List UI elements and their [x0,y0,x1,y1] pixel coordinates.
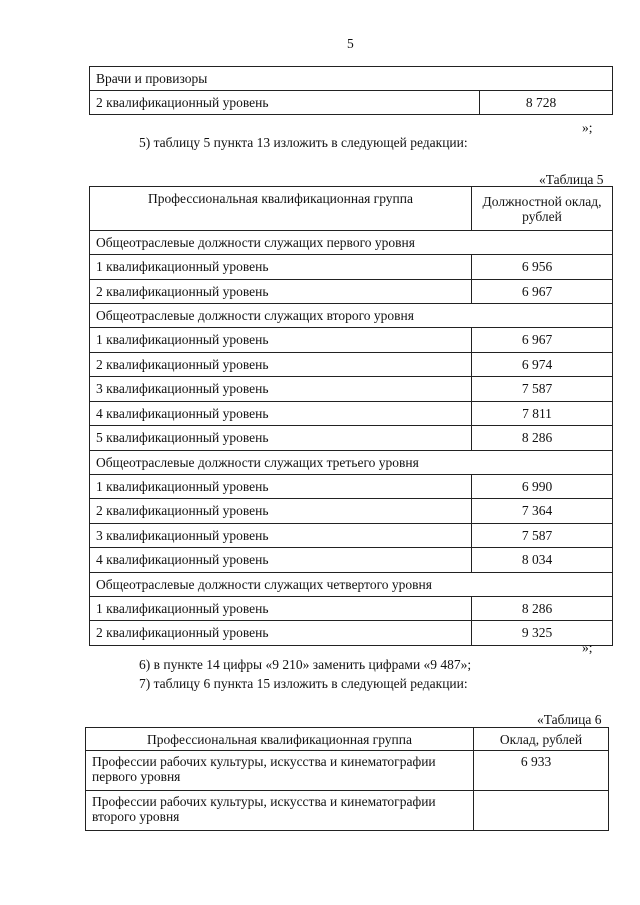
table-row [90,474,613,499]
level-cell: 3 квалификационный уровень [90,377,472,402]
value-cell: 6 974 [472,352,613,377]
table-row [90,377,613,402]
table-row [90,426,613,451]
table6-header-group: Профессиональная квалификационная группа [86,728,474,751]
value-cell: 8 728 [480,91,613,115]
table-row [86,751,609,791]
group-row: Общеотраслевые должности служащих второго уровня [90,304,613,328]
table-row [86,791,609,831]
paragraph-6: 6) в пункте 14 цифры «9 210» заменить цифрами «9 487»; [139,657,472,672]
level-cell: 1 квалификационный уровень [90,328,472,353]
level-cell: 1 квалификационный уровень [90,255,472,280]
value-cell [474,791,609,831]
group-row: Общеотраслевые должности служащих четвертого уровня [90,572,613,596]
table5-header-group: Профессиональная квалификационная группа [90,187,472,231]
value-cell: 7 587 [472,377,613,402]
level-cell: 4 квалификационный уровень [90,548,472,573]
value-cell: 9 325 [472,621,613,646]
table-row [90,352,613,377]
table-row [90,548,613,573]
level-cell: 2 квалификационный уровень [90,352,472,377]
group-cell: Профессии рабочих культуры, искусства и кинематографии первого уровня [86,751,474,791]
closing-quote: »; [582,640,593,655]
closing-quote: »; [582,120,593,135]
group-row: Общеотраслевые должности служащих третьего уровня [90,450,613,474]
value-cell: 6 933 [474,751,609,791]
table-row [90,255,613,280]
group-row: Врачи и провизоры [90,67,613,91]
group-row: Общеотраслевые должности служащих первого уровня [90,231,613,255]
table-6 [85,727,609,831]
table-row [90,279,613,304]
level-cell: 3 квалификационный уровень [90,523,472,548]
value-cell: 6 967 [472,328,613,353]
value-cell: 7 587 [472,523,613,548]
value-cell: 6 956 [472,255,613,280]
group-cell: Профессии рабочих культуры, искусства и кинематографии второго уровня [86,791,474,831]
table-row [90,328,613,353]
level-cell: 1 квалификационный уровень [90,596,472,621]
value-cell: 6 967 [472,279,613,304]
table6-header-salary: Оклад, рублей [474,728,609,751]
paragraph-7: 7) таблицу 6 пункта 15 изложить в следующей редакции: [139,676,468,691]
level-cell: 2 квалификационный уровень [90,91,480,115]
value-cell: 8 034 [472,548,613,573]
table5-header-salary: Должностной оклад, рублей [472,187,613,231]
level-cell: 2 квалификационный уровень [90,499,472,524]
top-table [89,66,613,115]
level-cell: 2 квалификационный уровень [90,621,472,646]
table5-caption: «Таблица 5 [539,172,604,187]
level-cell: 2 квалификационный уровень [90,279,472,304]
level-cell: 1 квалификационный уровень [90,474,472,499]
table-row [90,523,613,548]
page-number: 5 [347,36,354,51]
table-row [90,596,613,621]
table-row [90,401,613,426]
table-5 [89,186,613,646]
table6-caption: «Таблица 6 [537,712,602,727]
table-row [90,621,613,646]
value-cell: 8 286 [472,426,613,451]
value-cell: 6 990 [472,474,613,499]
level-cell: 4 квалификационный уровень [90,401,472,426]
paragraph-5: 5) таблицу 5 пункта 13 изложить в следующей редакции: [139,135,468,150]
value-cell: 8 286 [472,596,613,621]
value-cell: 7 364 [472,499,613,524]
value-cell: 7 811 [472,401,613,426]
level-cell: 5 квалификационный уровень [90,426,472,451]
table-row [90,499,613,524]
